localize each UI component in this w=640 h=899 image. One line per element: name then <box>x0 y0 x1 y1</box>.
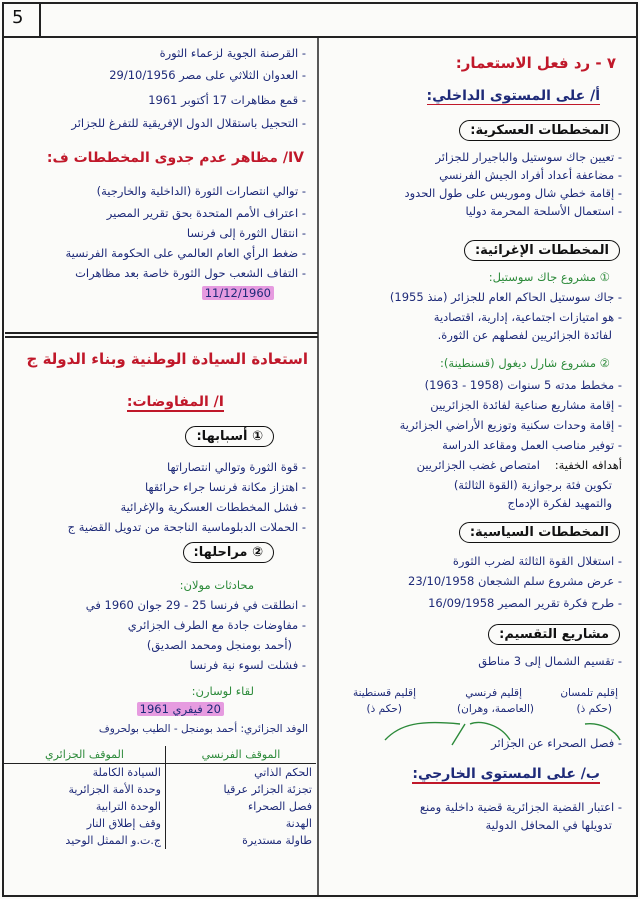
cause-item-1: - قوة الثورة وتوالي انتصاراتها <box>167 460 306 474</box>
table-cell: فصل الصحراء <box>165 798 316 815</box>
failure-date-highlight: 11/12/1960 <box>202 286 274 300</box>
hidden-goal-2: تكوين فئة برجوازية (القوة الثالثة) <box>453 478 612 492</box>
sahara-separation: - فصل الصحراء عن الجزائر <box>491 736 622 750</box>
table-cell: الهدنة <box>165 815 316 832</box>
header-french-position: الموقف الفرنسي <box>165 746 316 764</box>
table-row <box>4 764 316 782</box>
melun-item-3: (أحمد بومنجل ومحمد الصديق) <box>146 638 292 652</box>
external-item-2: تدويلها في المحافل الدولية <box>485 818 612 832</box>
melun-item-4: - فشلت لسوء نية فرنسا <box>190 658 306 672</box>
left-top-item-2: - العدوان الثلاثي على مصر 29/10/1956 <box>109 68 306 82</box>
military-item-3: - إقامة خطي شال وموريس على طول الحدود <box>405 186 623 200</box>
political-item-1: - استغلال القوة الثالثة لضرب الثورة <box>453 554 622 568</box>
right-column <box>322 38 630 894</box>
political-item-2: - عرض مشروع سلم الشجعان 23/10/1958 <box>408 574 622 588</box>
failure-item-2: - اعتراف الأمم المتحدة بحق تقرير المصير <box>107 206 306 220</box>
hidden-goal-1: امتصاص غضب الجزائريين <box>416 458 540 472</box>
left-top-item-1: - القرصنة الجوية لزعماء الثورة <box>160 46 306 60</box>
project-degaulle-title: ② مشروع شارل ديغول (قسنطينة): <box>440 356 610 370</box>
failure-item-1: - توالي انتصارات الثورة (الداخلية والخارجية) <box>97 184 306 198</box>
lucerne-title: لقاء لوسارن: <box>191 684 254 698</box>
page-number: 5 <box>12 7 24 28</box>
table-row <box>4 798 316 815</box>
heading-partition-projects: مشاريع التقسيم: <box>488 624 620 645</box>
failure-item-5: - التفاف الشعب حول الثورة خاصة بعد مظاهرات <box>75 266 306 280</box>
failure-item-4: - ضغط الرأي العام العالمي على الحكومة الفرنسية <box>65 246 306 260</box>
melun-item-1: - انطلقت في فرنسا 25 - 29 جوان 1960 في <box>86 598 306 612</box>
positions-table <box>4 746 316 849</box>
political-item-3: - طرح فكرة تقرير المصير 16/09/1958 <box>428 596 622 610</box>
soustelle-item-2: - هو امتيازات اجتماعية، إدارية، اقتصادية <box>434 310 622 324</box>
cause-item-3: - فشل المخططات العسكرية والإغرائية <box>121 500 306 514</box>
table-cell: طاولة مستديرة <box>165 832 316 849</box>
table-cell: تجزئة الجزائر عرقيا <box>165 781 316 798</box>
lucerne-date-highlight: 20 فيفري 1961 <box>137 702 224 716</box>
cause-item-4: - الحملات الدبلوماسية الناجحة من تدويل القضية ج <box>68 520 306 534</box>
hidden-goal-3: والتمهيد لفكرة الإدماج <box>507 496 612 510</box>
positions-table-wrapper <box>4 746 316 849</box>
negotiations-title: I/ المفاوضات: <box>126 394 224 410</box>
melun-title: محادثات مولان: <box>179 578 254 592</box>
subsection-internal: أ/ على المستوى الداخلي: <box>426 88 600 104</box>
failure-date <box>202 286 274 300</box>
partition-line: - تقسيم الشمال إلى 3 مناطق <box>478 654 622 668</box>
heading-seduction-plans: المخططات الإغرائية: <box>464 240 620 261</box>
lucerne-item-1 <box>137 702 224 716</box>
military-item-2: - مضاعفة أعداد أفراد الجيش الفرنسي <box>439 168 622 182</box>
chapter-title: استعادة السيادة الوطنية وبناء الدولة ج <box>26 350 308 368</box>
subsection-external: ب/ على المستوى الخارجي: <box>412 766 600 782</box>
region-french: إقليم فرنسي <box>465 687 522 699</box>
degaulle-item-4: - توفير مناصب العمل ومقاعد الدراسة <box>442 438 622 452</box>
table-cell: السيادة الكاملة <box>92 766 161 779</box>
heading-military-plans: المخططات العسكرية: <box>459 120 620 141</box>
heading-political-plans: المخططات السياسية: <box>459 522 620 543</box>
table-row <box>4 832 316 849</box>
section-title-colonial-reaction: ٧ - رد فعل الاستعمار: <box>455 54 616 72</box>
soustelle-item-3: لفائدة الجزائريين لفصلهم عن الثورة. <box>437 328 612 342</box>
heading-stages: ② مراحلها: <box>183 542 274 563</box>
table-cell: ج.ت.و الممثل الوحيد <box>65 834 161 847</box>
left-top-item-4: - التحجيل باستقلال الدول الإفريقية للتفرغ للجزائر <box>71 116 306 130</box>
table-row <box>4 781 316 798</box>
region-tlemcen: إقليم تلمسان <box>560 687 618 699</box>
hidden-goals-label: أهدافه الخفية: <box>554 458 622 472</box>
region-constantine-note: (حكم ذ) <box>366 703 402 715</box>
project-soustelle-title: ① مشروع جاك سوستيل: <box>488 270 610 284</box>
military-item-1: - تعيين جاك سوستيل والباجيرار للجزائر <box>435 150 622 164</box>
lucerne-item-2: الوفد الجزائري: أحمد بومنجل - الطيب بولحروف <box>98 723 308 735</box>
table-cell: الحكم الذاتي <box>165 764 316 782</box>
table-cell: الوحدة الترابية <box>95 800 161 813</box>
region-tlemcen-note: (حكم ذ) <box>576 703 612 715</box>
failure-item-3: - انتقال الثورة إلى فرنسا <box>187 226 306 240</box>
header-algerian-position: الموقف الجزائري <box>4 746 165 764</box>
soustelle-item-1: - جاك سوستيل الحاكم العام للجزائر (منذ 1955) <box>390 290 622 304</box>
heading-causes: ① أسبابها: <box>185 426 274 447</box>
cause-item-2: - اهتزاز مكانة فرنسا جراء حرائقها <box>145 480 306 494</box>
left-column <box>4 38 314 894</box>
table-row <box>4 815 316 832</box>
military-item-4: - استعمال الأسلحة المحرمة دوليا <box>465 204 622 218</box>
degaulle-item-3: - إقامة وحدات سكنية وتوزيع الأراضي الجزائرية <box>400 418 622 432</box>
region-french-note: (العاصمة، وهران) <box>457 703 534 715</box>
left-top-item-3: - قمع مظاهرات 17 أكتوبر 1961 <box>148 93 306 107</box>
degaulle-item-1: - مخطط مدته 5 سنوات (1958 - 1963) <box>425 378 622 392</box>
failure-title: IV/ مظاهر عدم جدوى المخططات ف: <box>46 150 304 166</box>
external-item-1: - اعتبار القضية الجزائرية قضية داخلية ومنع <box>420 800 622 814</box>
melun-item-2: - مفاوضات جادة مع الطرف الجزائري <box>128 618 306 632</box>
table-cell: وحدة الأمة الجزائرية <box>68 783 161 796</box>
degaulle-item-2: - إقامة مشاريع صناعية لفائدة الجزائريين <box>430 398 622 412</box>
table-cell: وقف إطلاق النار <box>86 817 161 830</box>
region-constantine: إقليم قسنطينة <box>352 687 416 699</box>
